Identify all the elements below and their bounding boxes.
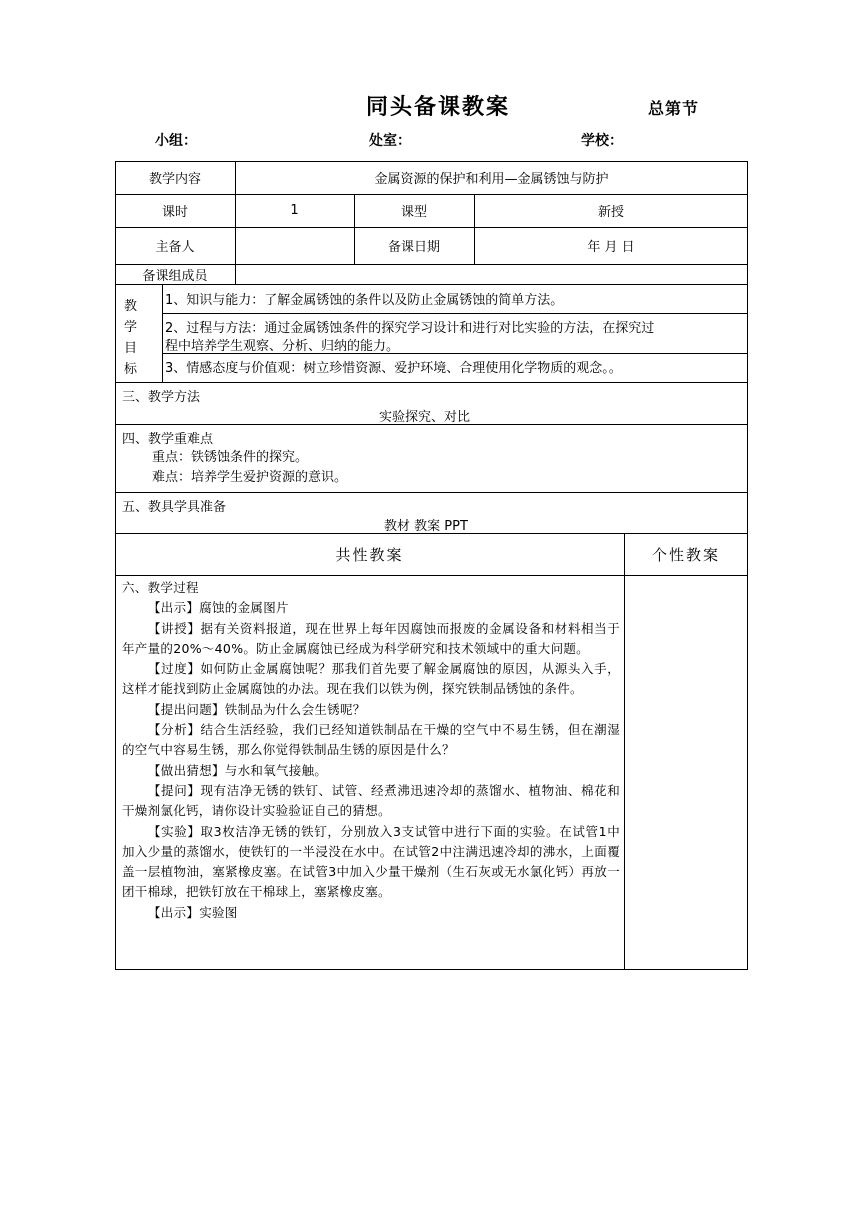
group-label: 小组： <box>155 133 197 149</box>
process-paragraph: 【讲授】据有关资料报道，现在世界上每年因腐蚀而报废的金属设备和材料相当于年产量的20%～40%。防止金属腐蚀已经成为科学研究和技术领域中的重大问题。 <box>122 620 620 656</box>
key-point: 重点：铁锈蚀条件的探究。 <box>152 450 309 465</box>
teaching-process <box>122 578 620 923</box>
members-label: 备课组成员 <box>142 268 208 284</box>
process-paragraph: 【实验】取3枚洁净无锈的铁钉，分别放入3支试管中进行下面的实验。在试管1中加入少量的蒸馏水，使铁钉的一半浸没在水中。在试管2中注满迅速冷却的沸水，上面覆盖一层植物油，塞紧橡皮塞。在试管3中加入少量干燥剂（生石灰或无水氯化钙）再放一团干棉球，把铁钉放在干棉球上，塞紧橡皮塞。 <box>122 823 620 900</box>
goals-label-char: 目 <box>124 341 138 356</box>
process-paragraph: 【提出问题】铁制品为什么会生锈呢？ <box>148 701 366 717</box>
goal-process-line1: 2、过程与方法：通过金属锈蚀条件的探究学习设计和进行对比实验的方法，在探究过 <box>165 321 655 336</box>
process-heading: 六、教学过程 <box>122 580 199 595</box>
process-paragraph: 【过度】如何防止金属腐蚀呢？那我们首先要了解金属腐蚀的原因，从源头入手，这样才能找到防止金属腐蚀的办法。现在我们以铁为例，探究铁制品锈蚀的条件。 <box>122 661 620 697</box>
period-label: 课时 <box>161 205 188 220</box>
office-label: 处室： <box>369 133 411 149</box>
period-value: 1 <box>290 203 299 218</box>
goal-attitude: 3、情感态度与价值观：树立珍惜资源、爱护环境、合理使用化学物质的观念。。 <box>165 361 622 376</box>
date-value: 年 月 日 <box>587 240 635 255</box>
preparer-label: 主备人 <box>155 240 195 255</box>
goals-label-char: 标 <box>124 362 138 377</box>
key-heading: 四、教学重难点 <box>122 432 214 447</box>
type-value: 新授 <box>597 205 624 220</box>
goal-knowledge: 1、知识与能力：了解金属锈蚀的条件以及防止金属锈蚀的简单方法。 <box>165 293 564 308</box>
process-paragraph: 【出示】实验图 <box>148 904 238 920</box>
personal-plan-header: 个性教案 <box>651 545 720 564</box>
tools-value: 教材 教案 PPT <box>384 519 468 534</box>
process-paragraph: 【分析】结合生活经验，我们已经知道铁制品在干燥的空气中不易生锈，但在潮湿的空气中容易生锈，那么你觉得铁制品生锈的原因是什么？ <box>122 722 620 758</box>
process-paragraph: 【出示】腐蚀的金属图片 <box>148 600 289 616</box>
methods-heading: 三、教学方法 <box>122 390 201 405</box>
goal-process-line2: 程中培养学生观察、分析、归纳的能力。 <box>165 339 400 354</box>
process-paragraph: 【做出猜想】与水和氧气接触。 <box>148 762 328 778</box>
process-paragraph: 【提问】现有洁净无锈的铁钉、试管、经煮沸迅速冷却的蒸馏水、植物油、棉花和干燥剂氯化钙，请你设计实验验证自己的猜想。 <box>122 782 620 819</box>
content-value: 金属资源的保护和利用—金属锈蚀与防护 <box>374 172 609 187</box>
preparer-value <box>235 227 354 264</box>
section-number: 总第节 <box>648 99 700 118</box>
date-label: 备课日期 <box>387 240 440 255</box>
goals-label-char: 教 <box>124 299 138 314</box>
content-label: 教学内容 <box>148 172 201 187</box>
page-title: 同头备课教案 <box>366 95 511 120</box>
common-plan-header: 共性教案 <box>335 545 404 564</box>
goals-label-char: 学 <box>124 320 138 335</box>
school-label: 学校： <box>581 133 623 149</box>
members-value <box>235 264 748 284</box>
type-label: 课型 <box>400 205 427 220</box>
difficulty-point: 难点：培养学生爱护资源的意识。 <box>152 470 348 485</box>
tools-heading: 五、教具学具准备 <box>122 500 227 515</box>
methods-value: 实验探究、对比 <box>379 410 471 425</box>
